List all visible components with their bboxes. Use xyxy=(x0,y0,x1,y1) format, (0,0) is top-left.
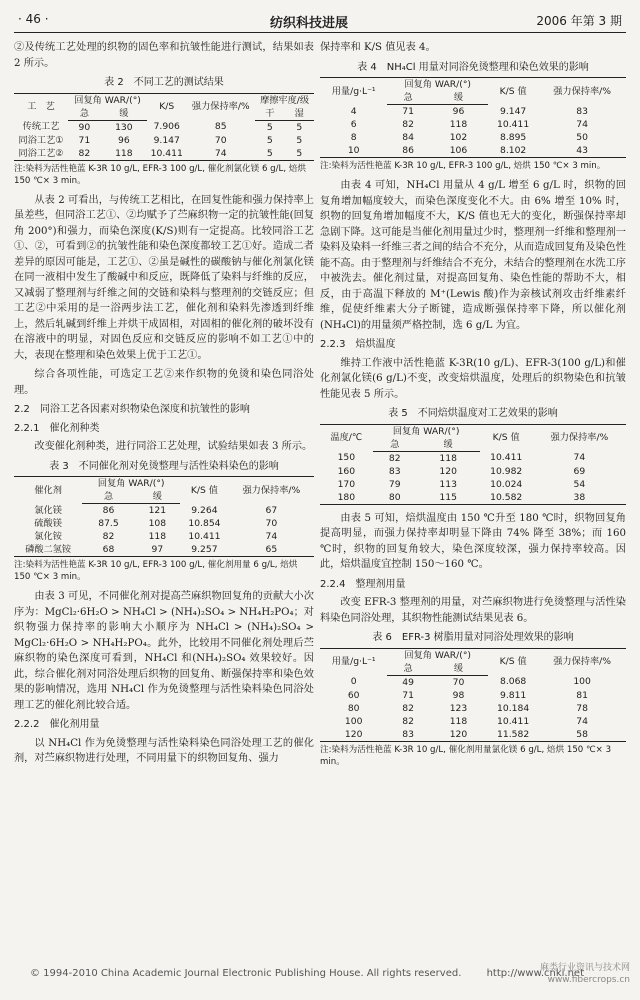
table-cell: 71 xyxy=(402,106,414,117)
table2-header-ks: K/S xyxy=(147,93,186,120)
table-row xyxy=(320,144,626,158)
table-cell: 120 xyxy=(439,465,457,477)
table-cell: 5 xyxy=(266,134,273,146)
table-cell: 120 xyxy=(429,728,488,742)
table2-subheader: 湿 xyxy=(285,107,314,121)
table-cell: 84 xyxy=(402,132,414,143)
table-cell: 5 xyxy=(255,147,284,161)
running-header xyxy=(18,10,622,32)
table-cell: 10.024 xyxy=(490,478,523,490)
table3-header-war: 回复角 WAR/(°) xyxy=(82,477,180,491)
table-cell: 74 xyxy=(576,119,588,130)
table-cell: 9.147 xyxy=(153,134,180,146)
table5-caption: 表 5 不同焙烘温度对工艺效果的影响 xyxy=(388,408,558,419)
table5-header-war: 回复角 WAR/(°) xyxy=(373,424,480,438)
table6-header-ks: K/S 值 xyxy=(488,648,538,675)
table2-header-fastness: 摩擦牢度/级 xyxy=(255,93,314,107)
table-cell: 87.5 xyxy=(98,518,119,529)
table-cell: 74 xyxy=(265,531,278,542)
table-cell: 同浴工艺② xyxy=(14,147,68,161)
footer-url[interactable]: http://www.cnki.net xyxy=(486,968,585,979)
table-cell: 10.411 xyxy=(188,531,221,542)
table-row xyxy=(320,689,626,702)
table4-subheader: 缓 xyxy=(429,91,488,105)
table-cell: 10.184 xyxy=(497,702,530,714)
watermark-line: 麻类行业资讯与技术网 xyxy=(539,963,630,973)
table5-subheader: 缓 xyxy=(417,438,480,452)
table6-subheader: 缓 xyxy=(429,662,488,676)
table-cell: 180 xyxy=(320,491,373,505)
table6-header-dosage: 用量/g·L⁻¹ xyxy=(320,648,387,675)
table-row xyxy=(320,465,626,478)
copyright-text: © 1994-2010 China Academic Journal Electronic Publishing House. All rights reserved. xyxy=(30,968,462,979)
table-cell: 83 xyxy=(576,105,588,117)
table-row xyxy=(320,675,626,689)
table-cell: 8 xyxy=(350,132,357,143)
journal-name: 纺织科技进展 xyxy=(270,16,349,31)
table-cell: 11.582 xyxy=(488,728,538,742)
table6-header-strength: 强力保持率/% xyxy=(538,648,626,675)
table-cell: 86 xyxy=(102,505,115,516)
table-cell: 65 xyxy=(229,543,314,557)
table-cell: 同浴工艺① xyxy=(18,134,64,146)
table-cell: 86 xyxy=(387,144,429,158)
table2-caption: 表 2 不同工艺的测试结果 xyxy=(104,77,224,88)
paragraph: 从表 2 可看出，与传统工艺相比，在回复性能和强力保持率上虽差些，但同浴工艺①、②均赋予了苎麻织物一定的抗皱性能(回复角 200°)和强力，而染色深度(K/S)则有一定提高。比较同浴工艺①、②，可看到②的抗皱性能和染色深度都较工艺①好。造成二者差异的原因可能是，工艺①、②虽是碱性的碳酸钠与催化剂氯化镁在同一液相中发生了酸碱中和反应，既降低了染料与纤维的反应，又减弱了整理剂与纤维之间的交链和染料与整理剂的交链反应；但工艺②中采用的是一浴两步法工艺，催化剂和染料先渗透到纤维上，然后轧碱到纤维上并烘干成固相，对固相的催化剂的破坏没有在溶液中的明显，对固色反应和交链反应的影响不如工艺①中的大，表现在整理和染色效果上优于工艺①。 xyxy=(14,194,314,361)
table-cell: 67 xyxy=(265,504,278,516)
table-row xyxy=(14,530,314,543)
table-cell: 113 xyxy=(439,478,457,490)
table2-header-war: 回复角 WAR/(°) xyxy=(68,93,147,107)
table3-header-catalyst: 催化剂 xyxy=(14,477,82,504)
table-cell: 81 xyxy=(576,689,588,701)
table-cell: 82 xyxy=(402,119,414,130)
table-cell: 82 xyxy=(388,452,401,464)
table-cell: 43 xyxy=(538,144,626,158)
table-cell: 78 xyxy=(576,702,588,714)
table-cell: 85 xyxy=(214,121,227,133)
table-cell: 100 xyxy=(344,715,363,727)
table-cell: 123 xyxy=(449,702,468,714)
page-number: · 46 · xyxy=(18,12,49,26)
paragraph: 改变 EFR-3 整理剂的用量，对苎麻织物进行免烫整理与活性染料染色同浴处理，其织物性能测试结果见表 6。 xyxy=(320,597,626,624)
paragraph: 保持率和 K/S 值见表 4。 xyxy=(320,42,436,53)
table-cell: 79 xyxy=(388,478,401,490)
table-row xyxy=(14,517,314,530)
table3-note: 注:染料为活性艳蓝 K-3R 10 g/L, EFR-3 100 g/L, 催化剂用量 6 g/L, 焙烘 150 ℃× 3 min。 xyxy=(14,560,298,582)
table5-header-ks: K/S 值 xyxy=(480,424,533,451)
table-cell: 70 xyxy=(265,518,278,529)
table5 xyxy=(320,424,626,505)
table-cell: 82 xyxy=(402,702,414,714)
table3-subheader: 急 xyxy=(82,490,134,504)
table3 xyxy=(14,476,314,557)
table-cell: 60 xyxy=(347,689,360,701)
table6-subheader: 急 xyxy=(387,662,429,676)
table-cell: 90 xyxy=(78,121,91,133)
table-cell: 8.102 xyxy=(488,144,538,158)
paragraph: 维持工作液中活性艳蓝 K-3R(10 g/L)、EFR-3(100 g/L)和催化剂氯化镁(6 g/L)不变，改变焙烘温度，处理后的织物染色和抗皱性能见表 5 所示。 xyxy=(320,357,626,400)
paragraph: 由表 4 可知，NH₄Cl 用量从 4 g/L 增至 6 g/L 时，织物的回复角增加幅度较大，而染色深度变化不大。由 6% 增至 10% 时，织物的回复角增加幅度不大，K/S 值也无大的变化，断强保持率却急剧下降。这可能是当催化剂用量过少时，整理剂一纤维和整理剂一染料及染料一纤维三者之间的结合不充分，从而造成回复角及染色性能不高。由于整理剂与纤维结合不充分，未结合的整理剂在水洗工序中被洗去。催化剂过量，对提高回复角、染色性能的帮助不大，相反，由于高温下释放的 M⁺(Lewis 酸)作为亲核试剂攻击纤维素纤维，促使纤维素大分子断键，造成断强保持率下降，所以催化剂(NH₄Cl)的用量须严格控制，选 6 g/L 为宜。 xyxy=(320,180,626,331)
table-cell: 100 xyxy=(573,676,591,688)
header-rule xyxy=(14,32,626,33)
table-row xyxy=(14,147,314,161)
table2-header-strength: 强力保持率/% xyxy=(186,93,255,120)
table4-header-ks: K/S 值 xyxy=(488,78,538,105)
table-cell: 80 xyxy=(347,702,360,714)
table-cell: 5 xyxy=(285,147,314,161)
table2-subheader: 急 xyxy=(68,107,101,121)
table-cell: 10.411 xyxy=(490,452,523,464)
table4 xyxy=(320,77,626,158)
subsection-heading: 2.2.2 催化剂用量 xyxy=(14,719,100,730)
table-row xyxy=(320,702,626,715)
table-cell: 70 xyxy=(214,134,227,146)
table-cell: 10.411 xyxy=(147,147,186,161)
table-cell: 80 xyxy=(373,491,417,505)
right-column xyxy=(320,40,626,774)
table-cell: 7.906 xyxy=(153,121,180,133)
table-cell: 170 xyxy=(337,478,356,490)
table-cell: 5 xyxy=(296,121,303,133)
table2-header-process: 工 艺 xyxy=(14,93,68,120)
table-cell: 118 xyxy=(449,119,468,130)
footer xyxy=(30,968,606,979)
table-cell: 74 xyxy=(573,452,586,464)
table-cell: 106 xyxy=(429,144,488,158)
table6 xyxy=(320,648,626,742)
table-row xyxy=(320,715,626,728)
table-cell: 74 xyxy=(576,715,588,727)
table4-header-dosage: 用量/g·L⁻¹ xyxy=(320,78,387,105)
table-cell: 9.811 xyxy=(499,689,527,701)
table-cell: 102 xyxy=(449,132,468,143)
table-row xyxy=(14,543,314,557)
table-cell: 118 xyxy=(449,715,468,727)
table-cell: 9.264 xyxy=(191,504,218,516)
watermark-url: www.fibercrops.cn xyxy=(547,975,630,985)
table-cell: 38 xyxy=(533,491,626,505)
table-cell: 传统工艺 xyxy=(22,121,60,133)
table5-header-temp: 温度/℃ xyxy=(320,424,373,451)
table5-subheader: 急 xyxy=(373,438,417,452)
table-cell: 71 xyxy=(78,134,91,146)
table-row xyxy=(14,134,314,147)
table-row xyxy=(320,105,626,119)
table-cell: 0 xyxy=(350,676,357,688)
table-cell: 10.582 xyxy=(480,491,533,505)
table2-subheader: 干 xyxy=(255,107,284,121)
table3-header-ks: K/S 值 xyxy=(180,477,229,504)
table-cell: 150 xyxy=(337,452,356,464)
table-cell: 8.895 xyxy=(499,132,527,143)
table-cell: 120 xyxy=(320,728,387,742)
issue-label: 2006 年第 3 期 xyxy=(536,14,622,28)
subsection-heading: 2.2.4 整理剂用量 xyxy=(320,578,406,590)
table-cell: 160 xyxy=(337,465,356,477)
table-cell: 58 xyxy=(538,728,626,742)
paragraph: 由表 3 可见，不同催化剂对提高苎麻织物回复角的贡献大小次序为：MgCl₂·6H₂O > NH₄Cl > (NH₄)₂SO₄ > NH₄H₂PO₄；对织物强力保持率的影响大小顺序为 NH₄Cl > (NH₄)₂SO₄ > MgCl₂·6H₂O > NH₄H₂PO₄。此外，比较用不同催化剂处理后苎麻织物的染色深度可看到，NH₄Cl 和(NH₄)₂SO₄ 效果较好。因此，综合催化剂对同浴处理后织物的回复角、断强保持率和染色效果的影响情况，选用 NH₄Cl 作为免烫整理与活性染料染色同浴处理工艺的催化剂比较合适。 xyxy=(14,591,314,711)
table5-header-strength: 强力保持率/% xyxy=(533,424,626,451)
table3-header-strength: 强力保持率/% xyxy=(229,477,314,504)
table-cell: 氯化铵 xyxy=(34,531,62,542)
table-cell: 9.147 xyxy=(499,105,527,117)
table-row xyxy=(320,451,626,465)
table-row xyxy=(320,131,626,144)
table-cell: 82 xyxy=(402,715,414,727)
table3-subheader: 缓 xyxy=(135,490,181,504)
section-heading: 2.2 同浴工艺各因素对织物染色深度和抗皱性的影响 xyxy=(14,404,250,415)
table2-subheader: 缓 xyxy=(101,107,147,121)
table-cell: 10.982 xyxy=(490,465,523,477)
table4-caption: 表 4 NH₄Cl 用量对同浴免烫整理和染色效果的影响 xyxy=(357,61,589,73)
table-cell: 115 xyxy=(417,491,480,505)
table-cell: 71 xyxy=(402,689,414,701)
table-cell: 69 xyxy=(573,465,586,477)
table2-note: 注:染料为活性艳蓝 K-3R 10 g/L, EFR-3 100 g/L, 催化剂氯化镁 6 g/L, 焙烘 150 ℃× 3 min。 xyxy=(14,163,306,186)
table-row xyxy=(320,478,626,491)
table5-body xyxy=(320,451,626,504)
intro-paragraph: ②及传统工艺处理的织物的固色率和抗皱性能进行测试，结果如表 2 所示。 xyxy=(14,42,314,69)
paragraph: 综合各项性能，可选定工艺②来作织物的免烫和染色同浴处理。 xyxy=(14,369,314,396)
table-cell: 68 xyxy=(82,543,134,557)
table-cell: 磷酸二氢铵 xyxy=(14,543,82,557)
paragraph: 改变催化剂种类，进行同浴工艺处理，试验结果如表 3 所示。 xyxy=(34,441,313,452)
watermark xyxy=(540,962,630,986)
table-cell: 70 xyxy=(452,676,465,688)
table-cell: 10 xyxy=(320,144,387,158)
table4-header-strength: 强力保持率/% xyxy=(538,78,626,105)
subsection-heading: 2.2.3 焙烘温度 xyxy=(320,339,396,350)
table-cell: 10.411 xyxy=(497,715,530,727)
table6-body xyxy=(320,675,626,741)
table-cell: 10.854 xyxy=(188,518,221,529)
table-cell: 5 xyxy=(266,121,273,133)
subsection-heading: 2.2.1 催化剂种类 xyxy=(14,422,100,434)
table4-subheader: 急 xyxy=(387,91,429,105)
table-cell: 83 xyxy=(388,465,401,477)
table4-note: 注:染料为活性艳蓝 K-3R 10 g/L, EFR-3 100 g/L, 焙烘 150 ℃× 3 min。 xyxy=(320,161,606,171)
table2 xyxy=(14,93,314,161)
table-cell: 4 xyxy=(350,105,357,117)
left-column xyxy=(14,40,314,771)
table-cell: 10.411 xyxy=(497,119,530,130)
paragraph: 以 NH₄Cl 作为免烫整理与活性染料染色同浴处理工艺的催化剂，对苎麻织物进行处理，不同用量下的织物回复角、强力 xyxy=(14,737,314,764)
table-cell: 121 xyxy=(148,505,167,516)
table-cell: 6 xyxy=(350,119,357,130)
table-cell: 9.257 xyxy=(180,543,229,557)
table-cell: 118 xyxy=(101,147,147,161)
table-cell: 50 xyxy=(576,132,588,143)
table3-caption: 表 3 不同催化剂对免烫整理与活性染料染色的影响 xyxy=(49,460,279,472)
table-cell: 5 xyxy=(296,134,303,146)
table-cell: 83 xyxy=(387,728,429,742)
table-cell: 130 xyxy=(115,121,133,133)
table-cell: 108 xyxy=(148,518,167,529)
table4-header-war: 回复角 WAR/(°) xyxy=(387,78,488,92)
table-cell: 硫酸镁 xyxy=(34,518,62,529)
table-cell: 118 xyxy=(148,531,167,542)
table-cell: 49 xyxy=(402,676,414,688)
table-cell: 74 xyxy=(186,147,255,161)
table-row xyxy=(320,728,626,742)
table-row xyxy=(320,118,626,131)
table6-caption: 表 6 EFR-3 树脂用量对同浴处理效果的影响 xyxy=(372,632,574,643)
table6-note: 注:染料为活性艳蓝 K-3R 10 g/L, 催化剂用量氯化镁 6 g/L, 焙烘 150 ℃× 3 min。 xyxy=(320,744,612,767)
table4-body xyxy=(320,105,626,158)
table-cell: 54 xyxy=(573,478,586,490)
table-cell: 98 xyxy=(452,689,465,701)
table3-body xyxy=(14,504,314,557)
table-cell: 82 xyxy=(68,147,101,161)
table-cell: 118 xyxy=(439,452,457,464)
table6-header-war: 回复角 WAR/(°) xyxy=(387,648,488,662)
table-cell: 96 xyxy=(118,134,130,146)
table2-body xyxy=(14,120,314,160)
table-cell: 82 xyxy=(102,531,115,542)
table-row xyxy=(14,504,314,518)
table-row xyxy=(320,491,626,505)
paragraph: 由表 5 可知，焙烘温度由 150 ℃升至 180 ℃时，织物回复角提高明显，而强力保持率却明显下降由 74% 降至 38%；而 160 ℃时，织物的回复角较大，染色深度较深，强力保持率较高。因此，焙烘温度宜控制 150～160 ℃。 xyxy=(320,512,626,570)
table-cell: 96 xyxy=(452,106,465,117)
table-row xyxy=(14,120,314,134)
table-cell: 8.068 xyxy=(499,676,527,688)
table-cell: 氯化镁 xyxy=(34,504,62,516)
table-cell: 97 xyxy=(135,543,181,557)
